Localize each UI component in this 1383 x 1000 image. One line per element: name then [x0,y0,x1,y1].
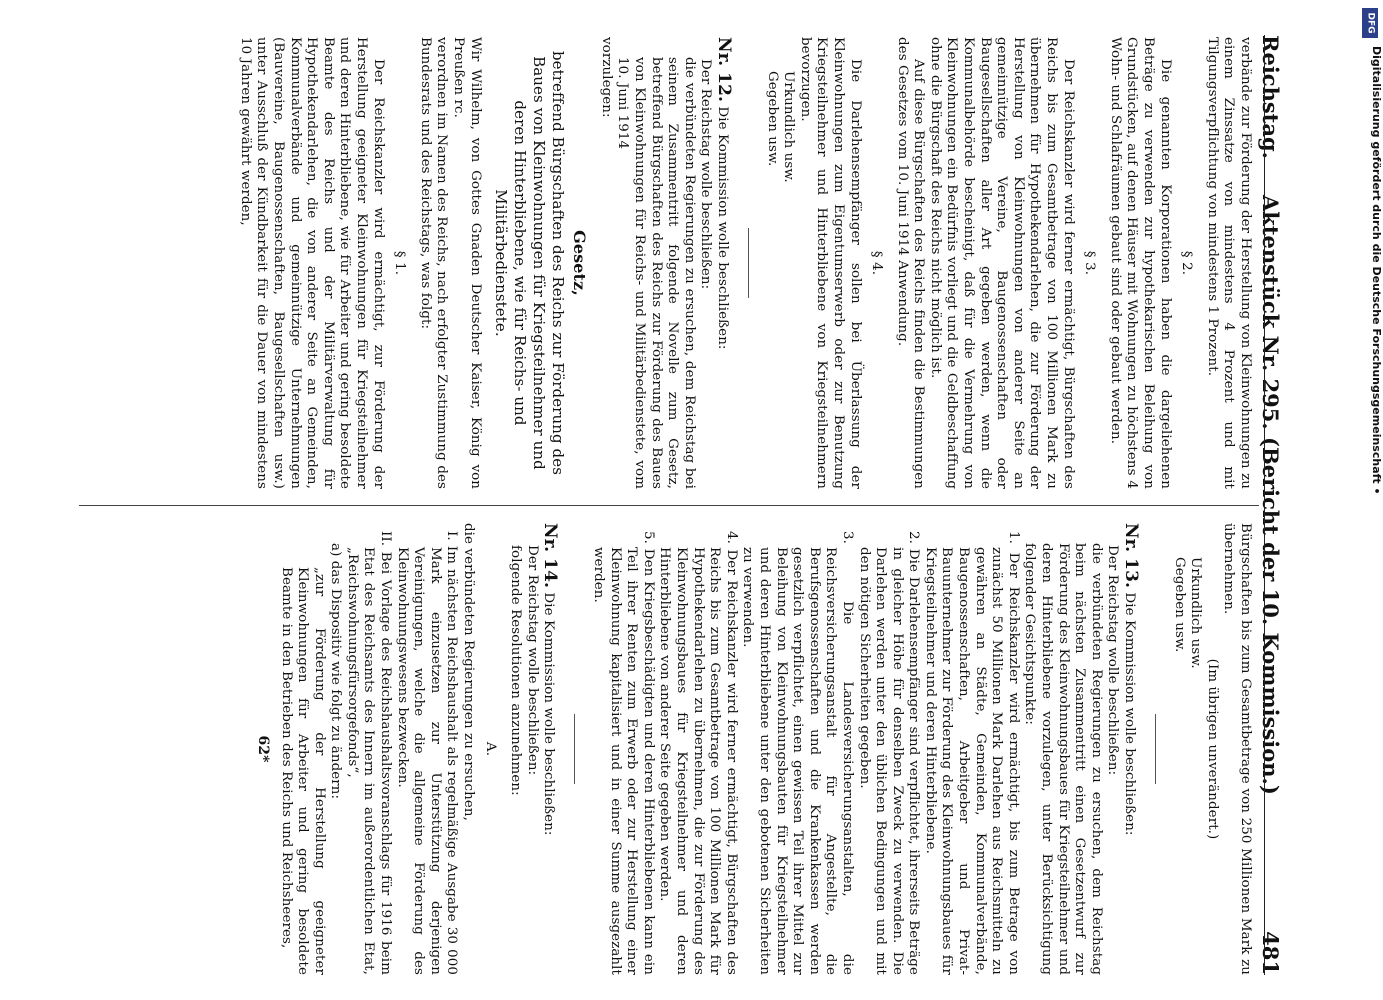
law-subtitle: betreffend Bürgschaften des Reichs zur Förderung des Baues von Kleinwohnungen für Kriegsteilnehmer und deren Hinterbliebene, wie für Reichs- und Militärbedienstete. [491,50,567,476]
motion-line: folgende Resolutionen anzunehmen: [508,545,524,796]
right-column [254,523,1253,975]
paragraph: „zur Förderung der Herstellung geeigneter Kleinwohnungen für Arbeiter und gering besoldete Beamte in den Betrieben des Reichs und Reichsheeres, [278,567,327,975]
digitization-credit: Digitalisierung gefördert durch die Deutsche Forschungsgemeinschaft • [1370,46,1383,495]
page-footer: 62* [254,735,271,763]
section-heading: § 3. [1082,250,1098,276]
left-column [236,37,1253,489]
motion-heading [713,37,732,489]
list-item: 4. Der Reichskanzler wird ferner ermächtigt, Bürgschaften des Reichs bis zum Gesamtbetrage von 100 Millionen Mark für Hypothekendarlehen zu übernehmen, die zur Förderung des Kleinwohnungsbaues für Kriegsteilnehmer und deren Hinterbliebene von anderer Seite gegeben werden. [657,531,739,975]
dfg-logo: DFG [1362,8,1378,38]
motion-number: Nr. 12. [713,37,734,103]
motion-line: Der Reichstag wolle beschließen: [1105,545,1121,776]
motion-intro: Die Kommission wolle beschließen: [1122,592,1138,836]
signature-line: Gegeben usw. [1171,557,1187,653]
header-divider [1264,35,1265,975]
paragraph: Wir Wilhelm, von Gottes Gnaden Deutscher Kaiser, König von Preußen rc. [451,37,483,489]
list-item: 1. Der Reichskanzler wird ermächtigt, bis zum Betrage von zunächst 50 Millionen Mark Darlehen aus Reichsmitteln zu gewähren an Städte, Gemeinden, Kommunalverbände, Baugenossenschaften, Arbeitgeber und Privat-Bauunternehmer zur Förderung des Kleinwohnungsbaues für Kriegsteilnehmer und deren Hinterbliebene. [922,531,1021,975]
short-divider [1155,714,1156,784]
short-divider [574,714,575,784]
paragraph: vorzulegen: [598,37,614,118]
section-heading: A. [482,741,498,757]
paragraph: Die Darlehensempfänger sollen bei Überlassung der Kleinwohnungen zum Eigentumserwerb oder zur Benutzung Kriegsteilnehmer und Hinterbliebene von Kriegsteilnehmern bevorzugen. [797,37,863,489]
motion-number: Nr. 13. [1121,523,1142,589]
digitization-note [1355,8,1381,868]
list-item: 2. Die Darlehensempfänger sind verpflichtet, ihrerseits Beträge in gleicher Höhe für denselben Zweck zu verwenden. Die Darlehen werden unter den üblichen Bedingungen und mit den nötigen Sicherheiten gegeben. [856,531,922,975]
paragraph: Die genannten Korporationen haben die dargeliehenen Beträge zu verwenden zur hypothekarischen Beleihung von Grundstücken, auf denen Häuser mit Wohnungen zu höchstens 4 Wohn- und Schlafräumen gebaut sind oder gebaut werden. [1107,37,1173,489]
signature-line: Urkundlich usw. [781,71,797,183]
list-item: II. Bei Vorlage des Reichshaushaltsvoranschlags für 1916 beim Etat des Reichsamts des Innern im außerordentlichen Etat, „Reichswohnungsfürsorgefonds“, [344,531,394,975]
list-item: 5. Den Kriegsbeschädigten und deren Hinterbliebenen kann ein Teil ihrer Renten zum Erwerb oder zur Herstellung einer Kleinwohnung kapitalisiert und in einer Summe ausgezahlt werden. [591,531,656,975]
list-item: I. Im nächsten Reichshaushalt als regelmäßige Ausgabe 30 000 Mark einzusetzen zur Unterstützung derjenigen Vereinigungen, welche die allgemeine Förderung des Kleinwohnungswesens bezwecken. [394,531,460,975]
paragraph: die verbündeten Regierungen zu ersuchen, [461,523,477,821]
paragraph: verordnen im Namen des Reichs, nach erfolgter Zustimmung des Bundesrats und des Reichstags, was folgt: [417,37,450,489]
page-number: 481 [1258,931,1283,975]
law-title: Gesetz, [570,230,590,296]
motion-line: Der Reichstag wolle beschließen: [524,545,540,776]
motion-number: Nr. 14. [540,523,561,589]
list-item: 3. Die Landesversicherungsanstalten, die Reichsversicherungsanstalt für Angestellte, die Berufsgenossenschaften und die Krankenkassen werden gesetzlich verpflichtet, einen gewissen Teil ihrer Mittel zur Beleihung von Kleinwohnungsbauten für Kriegsteilnehmer und deren Hinterbliebene unter den gebotenen Sicherheiten zu verwenden. [740,531,855,975]
short-divider [748,228,749,298]
motion-line: Der Reichstag wolle beschließen: [698,59,714,290]
section-heading: § 4. [869,250,885,276]
paragraph: Auf diese Bürgschaften des Reichs finden die Bestimmungen des Gesetzes vom 10. Juni 1914 Anwendung. [894,37,927,489]
paragraph: Der Reichskanzler wird ermächtigt, zur Förderung der Herstellung geeigneter Kleinwohnungen für Kriegsteilnehmer und deren Hinterbliebene, wie für Arbeiter und gering besoldete Beamte des Reichs und der Militärverwaltung für Hypothekendarlehen, die von anderer Seite an Gemeinden, Kommunalverbände und gemeinnützige Unternehmungen (Bauvereine, Baugenossenschaften, Baugesellschaften usw.) unter Ausschluß der Kündbarkeit für die Dauer von mindestens 10 Jahren gewährt werden, [237,37,386,489]
header-title: Aktenstück Nr. 295. (Bericht der 10. Kommission.) [1258,195,1283,795]
document-page [65,35,1305,975]
header-reichstag: Reichstag. [1258,35,1283,159]
motion-heading [540,523,559,975]
paragraph: die verbündeten Regierungen zu ersuchen, dem Reichstag beim nächsten Zusammentritt einen Gesetzentwurf zur Förderung des Kleinwohnungsbaues für Kriegsteilnehmer und deren Hinterbliebene vorzulegen, unter Berücksichtigung folgender Gesichtspunkte: [1022,543,1104,975]
list-item: a) das Dispositiv wie folgt zu ändern: [328,543,344,800]
paragraph: Bürgschaften bis zum Gesamtbetrage von 250 Millionen Mark zu übernehmen. [1221,523,1253,975]
paragraph: verbände zur Förderung der Herstellung von Kleinwohnungen zu einem Zinssatze von mindestens 4 Prozent und mit Tilgungsverpflichtung von mindestens 1 Prozent. [1204,37,1253,489]
paragraph: (Im übrigen unverändert.) [1204,658,1220,840]
motion-intro: Die Kommission wolle beschließen: [714,106,730,350]
signature-line: Gegeben usw. [764,71,780,167]
motion-heading [1120,523,1142,975]
paragraph: die verbündeten Regierungen zu ersuchen, dem Reichstag bei seinem Zusammentritt folgende Novelle zum Gesetz, betreffend Bürgschaften des Reichs zur Förderung des Baues von Kleinwohnungen für Reichs- und Militärbedienstete, vom 10. Juni 1914 [615,57,697,489]
signature-line: Urkundlich usw. [1188,557,1204,669]
paragraph: Der Reichskanzler wird ferner ermächtigt, Bürgschaften des Reichs bis zum Gesamtbetrage von 100 Millionen Mark zu übernehmen für Hypothekendarlehen, die zur Förderung der Herstellung von Kleinwohnungen von anderer Seite an gemeinnützige Vereine, Baugenossenschaften oder Baugesellschaften aller Art gegeben werden, wenn die Kommunalbehörde bescheinigt, daß für die Vermehrung von Kleinwohnungen ein Bedürfnis vorliegt und die Geldbeschaffung ohne die Bürgschaft des Reichs nicht möglich ist. [927,37,1076,489]
section-heading: § 1. [392,250,408,276]
section-heading: § 2. [1179,250,1195,276]
column-divider [79,505,1259,506]
motion-intro: Die Kommission wolle beschließen: [541,592,557,836]
